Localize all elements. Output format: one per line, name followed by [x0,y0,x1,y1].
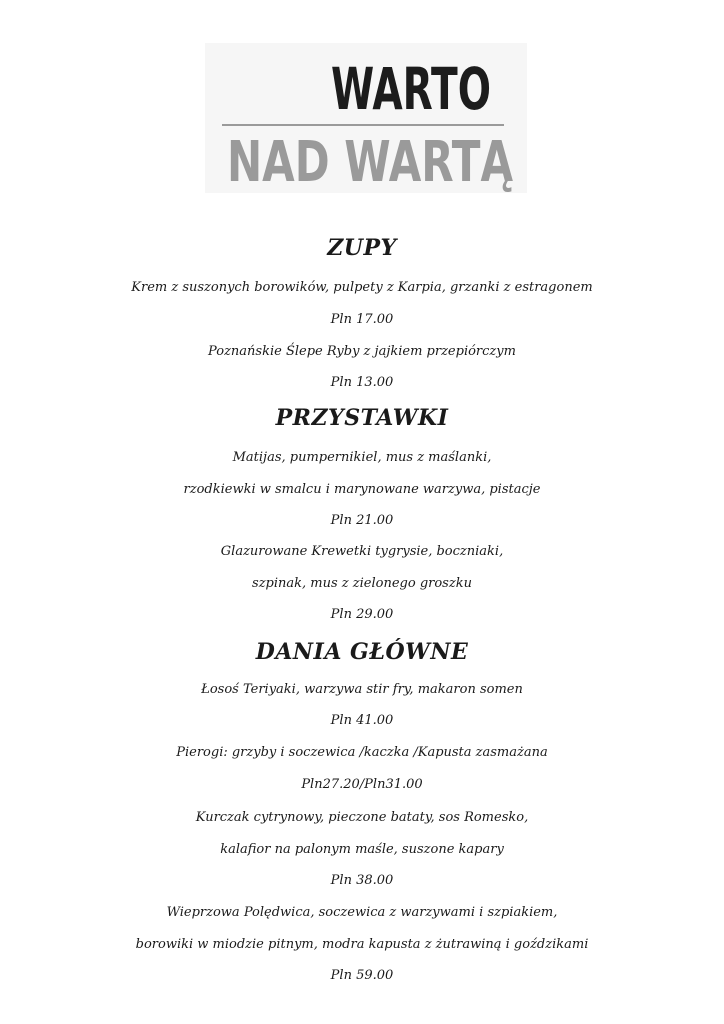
menu-item-price: Pln 38.00 [330,873,394,888]
menu-item-price: Pln 17.00 [330,312,394,327]
menu-item-description: Wieprzowa Polędwica, soczewica z warzywami i szpiakiem, [166,905,558,920]
menu-item-price: Pln 21.00 [330,513,394,528]
menu-item-description: rzodkiewki w smalcu i marynowane warzywa, pistacje [183,482,541,497]
logo-line-2: NAD WARTĄ [227,130,514,195]
menu-item-description: Poznańskie Ślepe Ryby z jajkiem przepiórczym [208,344,516,359]
menu-item-description: Łosoś Teriyaki, warzywa stir fry, makaron somen [201,682,523,697]
menu-item-price: Pln 59.00 [330,968,394,983]
menu-item-description: Glazurowane Krewetki tygrysie, boczniaki, [220,544,504,559]
section-title-dania-glowne: DANIA GŁÓWNE [255,639,469,665]
menu-item-description: kalafior na palonym maśle, suszone kapary [220,842,504,857]
restaurant-logo [205,43,527,193]
menu-item-price: Pln 29.00 [330,607,394,622]
menu-item-description: borowiki w miodzie pitnym, modra kapusta z żutrawiną i goździkami [135,937,589,952]
menu-item-price: Pln27.20/Pln31.00 [301,777,423,792]
menu-item-description: Pierogi: grzyby i soczewica /kaczka /Kapusta zasmażana [176,745,548,760]
menu-item-description: Kurczak cytrynowy, pieczone bataty, sos Romesko, [195,810,529,825]
menu-item-price: Pln 41.00 [330,713,394,728]
logo-line-1: WARTO [331,55,491,123]
section-title-przystawki: PRZYSTAWKI [275,405,449,431]
menu-item-description: Matijas, pumpernikiel, mus z maślanki, [232,450,492,465]
menu-item-description: szpinak, mus z zielonego groszku [252,576,472,591]
menu-item-description: Krem z suszonych borowików, pulpety z Karpia, grzanki z estragonem [131,280,593,295]
menu-item-price: Pln 13.00 [330,375,394,390]
logo-divider [222,124,504,126]
section-title-zupy: ZUPY [327,235,397,261]
